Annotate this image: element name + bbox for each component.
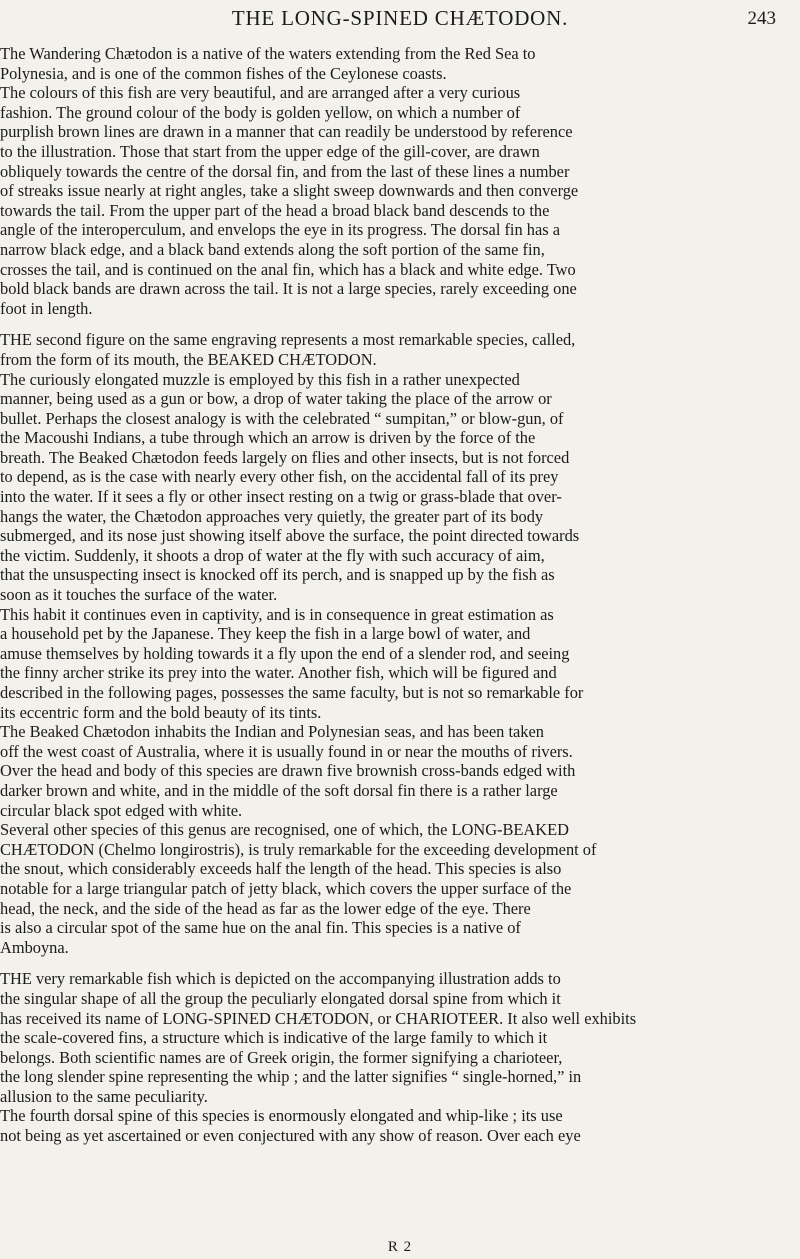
- page-body: [0, 44, 790, 1158]
- text-line: has received its name of LONG-SPINED CHÆTODON, or CHARIOTEER. It also well exhibits: [0, 1008, 637, 1028]
- text-line: amuse themselves by holding towards it a fly upon the end of a slender rod, and seeing: [0, 643, 570, 663]
- text-line: bullet. Perhaps the closest analogy is with the celebrated “ sumpitan,” or blow-gun, of: [0, 408, 564, 428]
- text-line: the singular shape of all the group the peculiarly elongated dorsal spine from which it: [0, 988, 561, 1008]
- text-line: obliquely towards the centre of the dorsal fin, and from the last of these lines a number: [0, 161, 570, 181]
- text-line: the finny archer strike its prey into the water. Another fish, which will be figured and: [0, 663, 557, 683]
- text-line: Over the head and body of this species are drawn five brownish cross-bands edged with: [0, 761, 576, 781]
- text-line: towards the tail. From the upper part of the head a broad black band descends to the: [0, 200, 550, 220]
- text-line: belongs. Both scientific names are of Greek origin, the former signifying a charioteer,: [0, 1047, 563, 1067]
- text-line: foot in length.: [0, 298, 93, 318]
- text-line: not being as yet ascertained or even conjectured with any show of reason. Over each eye: [0, 1126, 581, 1146]
- text-line: Several other species of this genus are recognised, one of which, the LONG-BEAKED: [0, 820, 569, 840]
- running-title: THE LONG-SPINED CHÆTODON.: [231, 6, 569, 30]
- signature-mark: R 2: [387, 1239, 413, 1255]
- text-line: This habit it continues even in captivity, and is in consequence in great estimation as: [0, 604, 554, 624]
- text-line: described in the following pages, possesses the same faculty, but is not so remarkable for: [0, 683, 584, 702]
- text-line: the snout, which considerably exceeds half the length of the head. This species is also: [0, 859, 562, 879]
- text-line: The Beaked Chætodon inhabits the Indian and Polynesian seas, and has been taken: [0, 722, 544, 742]
- text-line: a household pet by the Japanese. They keep the fish in a large bowl of water, and: [0, 624, 531, 644]
- text-line: manner, being used as a gun or bow, a drop of water taking the place of the arrow or: [0, 389, 552, 409]
- text-line: narrow black edge, and a black band extends along the soft portion of the same fin,: [0, 239, 545, 259]
- text-line: its eccentric form and the bold beauty of its tints.: [0, 702, 322, 722]
- text-line: notable for a large triangular patch of jetty black, which covers the upper surface of the: [0, 878, 572, 898]
- page-header: [0, 4, 800, 38]
- text-line: head, the neck, and the side of the head as far as the lower edge of the eye. There: [0, 898, 531, 918]
- text-line: the Macoushi Indians, a tube through which an arrow is driven by the force of the: [0, 428, 536, 448]
- text-line: allusion to the same peculiarity.: [0, 1086, 208, 1106]
- text-line: purplish brown lines are drawn in a manner that can readily be understood by reference: [0, 122, 573, 142]
- text-line: bold black bands are drawn across the tail. It is not a large species, rarely exceeding one: [0, 279, 577, 299]
- text-line: from the form of its mouth, the BEAKED CHÆTODON.: [0, 349, 377, 369]
- paragraph-long-spined-chaetodon: [0, 969, 790, 1145]
- text-line: CHÆTODON (Chelmo longirostris), is truly remarkable for the exceeding development of: [0, 839, 597, 859]
- text-line: The Wandering Chætodon is a native of the waters extending from the Red Sea to: [0, 44, 536, 63]
- text-line: submerged, and its nose just showing itself above the surface, the point directed towards: [0, 526, 580, 546]
- paragraph-beaked-chaetodon: [0, 330, 790, 957]
- text-line: to depend, as is the case with nearly every other fish, on the accidental fall of its prey: [0, 467, 559, 487]
- text-line: that the unsuspecting insect is knocked off its perch, and is snapped up by the fish as: [0, 565, 555, 585]
- text-line: Polynesia, and is one of the common fishes of the Ceylonese coasts.: [0, 63, 447, 83]
- text-line: into the water. If it sees a fly or other insect resting on a twig or grass-blade that over-: [0, 487, 562, 507]
- text-line: the victim. Suddenly, it shoots a drop of water at the fly with such accuracy of aim,: [0, 545, 545, 565]
- text-line: the long slender spine representing the whip ; and the latter signifies “ single-horned,” in: [0, 1067, 582, 1087]
- text-line: breath. The Beaked Chætodon feeds largely on flies and other insects, but is not forced: [0, 447, 570, 467]
- text-line: hangs the water, the Chætodon approaches very quietly, the greater part of its body: [0, 506, 544, 526]
- text-line: THE very remarkable fish which is depicted on the accompanying illustration adds to: [0, 969, 561, 989]
- text-line: The colours of this fish are very beautiful, and are arranged after a very curious: [0, 83, 521, 103]
- text-line: of streaks issue nearly at right angles, take a slight sweep downwards and then converge: [0, 181, 579, 201]
- paragraph-wandering-chaetodon: [0, 44, 790, 318]
- text-line: to the illustration. Those that start from the upper edge of the gill-cover, are drawn: [0, 141, 540, 161]
- text-line: the scale-covered fins, a structure which is indicative of the large family to which it: [0, 1028, 548, 1048]
- text-line: circular black spot edged with white.: [0, 800, 243, 820]
- text-line: The curiously elongated muzzle is employed by this fish in a rather unexpected: [0, 369, 520, 389]
- text-line: crosses the tail, and is continued on the anal fin, which has a black and white edge. Two: [0, 259, 576, 279]
- text-line: is also a circular spot of the same hue on the anal fin. This species is a native of: [0, 918, 521, 938]
- text-line: soon as it touches the surface of the water.: [0, 585, 278, 605]
- text-line: off the west coast of Australia, where it is usually found in or near the mouths of rivers.: [0, 741, 573, 761]
- text-line: THE second figure on the same engraving represents a most remarkable species, called,: [0, 330, 576, 350]
- text-line: The fourth dorsal spine of this species is enormously elongated and whip-like ; its use: [0, 1106, 563, 1126]
- text-line: fashion. The ground colour of the body is golden yellow, on which a number of: [0, 102, 521, 122]
- text-line: angle of the interoperculum, and envelops the eye in its progress. The dorsal fin has a: [0, 220, 561, 240]
- text-line: darker brown and white, and in the middle of the soft dorsal fin there is a rather large: [0, 780, 558, 800]
- page-number: 243: [747, 8, 776, 29]
- text-line: Amboyna.: [0, 937, 69, 957]
